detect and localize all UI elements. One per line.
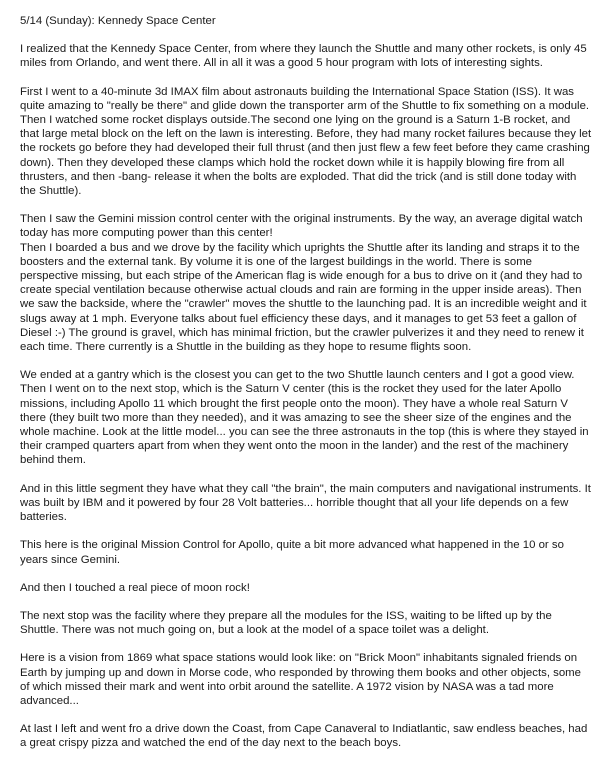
paragraph (20, 85, 592, 199)
document-page (20, 14, 592, 765)
paragraph (20, 482, 592, 525)
paragraph-text: This here is the original Mission Control for Apollo, quite a bit more advanced what happened in the 10 or so years since Gemini. (20, 539, 564, 566)
paragraph (20, 42, 592, 70)
paragraph-text: And in this little segment they have what they call "the brain", the main computers and navigational instruments. It was built by IBM and it powered by four 28 Volt batteries... horrible thought that all your life depends on a few batteries. (20, 482, 591, 524)
paragraph-text: And then I touched a real piece of moon rock! (20, 581, 250, 594)
paragraph (20, 538, 592, 566)
paragraph-text: Then I went on to the next stop, which is the Saturn V center (this is the rocket they used for the later Apollo missions, including Apollo 11 which brought the first people onto the moon). They have a whole real Saturn V there (they built two more than they needed), and it was amazing to see the sheer size of the engines and the whole machine. Look at the little model... you can see the three astronauts in the top (this is where they stayed in their cramped quarters apart from when they went onto the moon in the lander) and the rest of the machinery behind them. (20, 383, 589, 467)
paragraph-text: First I went to a 40-minute 3d IMAX film about astronauts building the International Space Station (ISS). It was quite amazing to "really be there" and glide down the transporter arm of the Shuttle to fix something on a module. (20, 85, 590, 112)
paragraph (20, 368, 592, 467)
paragraph (20, 722, 592, 750)
paragraph-text: I realized that the Kennedy Space Center, from where they launch the Shuttle and many other rockets, is only 45 miles from Orlando, and went there. All in all it was a good 5 hour program with lots of interesting sights. (20, 43, 587, 70)
entry-title: 5/14 (Sunday): Kennedy Space Center (20, 15, 216, 27)
paragraph (20, 212, 592, 354)
paragraph (20, 581, 592, 595)
paragraph (20, 609, 592, 637)
paragraph-text: At last I left and went fro a drive down the Coast, from Cape Canaveral to Indiatlantic, saw endless beaches, had a great crispy pizza and watched the end of the day next to the beach boys. (20, 723, 588, 750)
paragraph-text: We ended at a gantry which is the closest you can get to the two Shuttle launch centers and I got a good view. (20, 369, 575, 382)
paragraph-text: Then I watched some rocket displays outside.The second one lying on the ground is a Saturn 1-B rocket, and that large metal block on the left on the lawn is interesting. Before, they had many rocket failures because they let the rockets go before they had developed their full thrust (and then just flew a few feet before they came crashing down). Then they developed these clamps which hold the rocket down while it is happily blowing fire from all thrusters, and then -bang- release it when the bolts are exploded. That did the trick (and is still done today with the Shuttle). (20, 114, 592, 198)
paragraph-text: Then I saw the Gemini mission control center with the original instruments. By the way, an average digital watch today has more computing power than this center! (20, 213, 583, 240)
paragraph-text: Then I boarded a bus and we drove by the facility which uprights the Shuttle after its landing and straps it to the boosters and the external tank. By volume it is one of the largest buildings in the world. There is some perspective missing, but each stripe of the American flag is wide enough for a bus to drive on it (and they had to create special ventilation because otherwise actual clouds and rain are forming in the upper inside areas). Then we saw the backside, where the "crawler" moves the shuttle to the launching pad. It is an incredible weight and it slugs away at 1 mph. Everyone talks about fuel efficiency these days, and it manages to get 53 feet a gallon of Diesel :-) The ground is gravel, which has minimal friction, but the crawler pulverizes it and they need to renew it each time. There currently is a Shuttle in the building as they hope to resume flights soon. (20, 241, 587, 354)
paragraph (20, 651, 592, 708)
paragraph-text: The next stop was the facility where they prepare all the modules for the ISS, waiting to be lifted up by the Shuttle. There was not much going on, but a look at the model of a space toilet was a delight. (20, 609, 552, 637)
paragraph-text: Here is a vision from 1869 what space stations would look like: on "Brick Moon" inhabitants signaled friends on Earth by jumping up and down in Morse code, who responded by throwing them books and other objects, some of which missed their mark and went into orbit around the satellite. A 1972 vision by NASA was a tad more advanced... (20, 652, 582, 707)
